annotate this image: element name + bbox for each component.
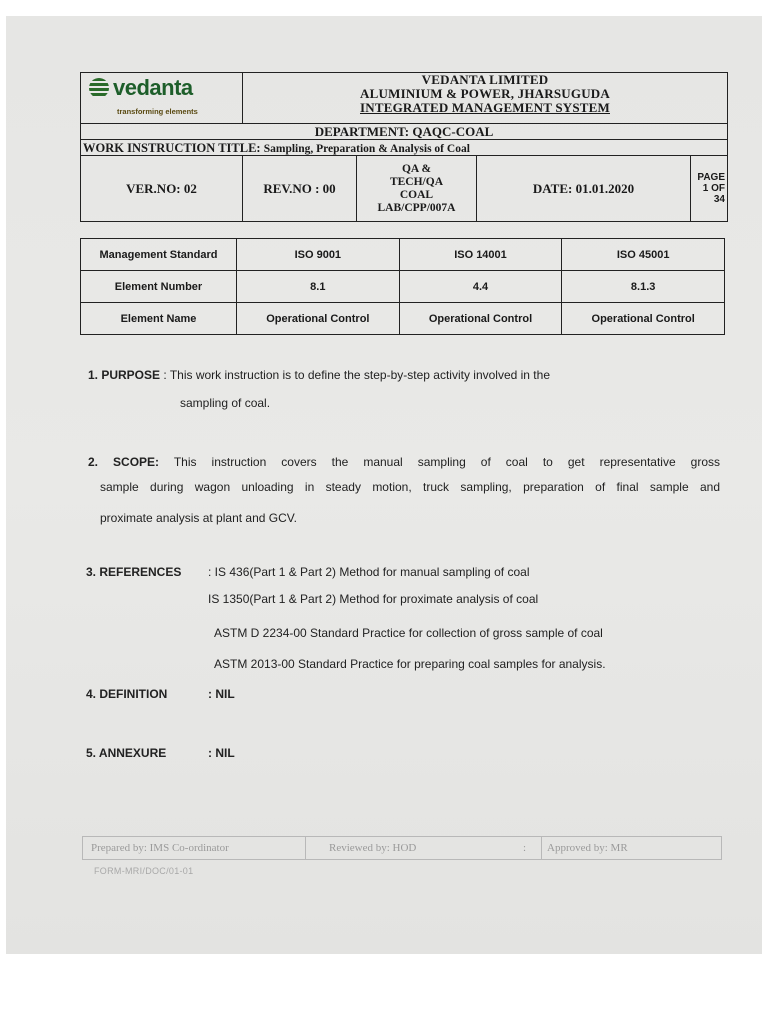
- footer-separator: :: [523, 842, 527, 854]
- department-row: DEPARTMENT: QAQC-COAL: [81, 123, 727, 139]
- annexure-line: [86, 746, 235, 760]
- purpose-text: : This work instruction is to define the step-by-step activity involved in the: [160, 368, 550, 382]
- annexure-value: : NIL: [208, 746, 235, 760]
- table-row: [81, 239, 725, 271]
- system-name: INTEGRATED MANAGEMENT SYSTEM: [360, 100, 610, 115]
- reference-item: IS 1350(Part 1 & Part 2) Method for proximate analysis of coal: [208, 592, 539, 606]
- table-cell: Management Standard: [81, 239, 237, 271]
- revision-number: REV.NO : 00: [243, 155, 357, 221]
- version-number: VER.NO: 02: [81, 155, 243, 221]
- document-date: DATE: 01.01.2020: [477, 155, 691, 221]
- table-cell: ISO 45001: [562, 239, 725, 271]
- company-unit: ALUMINIUM & POWER, JHARSUGUDA: [360, 86, 610, 101]
- vedanta-logo-icon: [89, 78, 109, 98]
- table-cell: 4.4: [399, 271, 562, 303]
- doc-code-line: LAB/CPP/007A: [377, 201, 456, 214]
- table-cell: 8.1: [237, 271, 400, 303]
- annexure-label: 5. ANNEXURE: [86, 746, 167, 760]
- table-row: [81, 271, 725, 303]
- scope-line-1: [88, 455, 720, 469]
- scope-label: 2. SCOPE:: [88, 455, 160, 469]
- table-cell: Operational Control: [237, 303, 400, 335]
- page-number: [691, 155, 727, 221]
- doc-code-line: TECH/QA: [389, 175, 444, 188]
- company-title-cell: [243, 73, 727, 123]
- table-cell: ISO 14001: [399, 239, 562, 271]
- references-label-text: 3. REFERENCES: [86, 565, 182, 579]
- definition-line: [86, 687, 235, 701]
- table-row: [81, 303, 725, 335]
- table-cell: Element Number: [81, 271, 237, 303]
- table-cell: Operational Control: [399, 303, 562, 335]
- table-cell: Operational Control: [562, 303, 725, 335]
- doc-code-line: QA &: [401, 162, 432, 175]
- reviewed-by: Reviewed by: HOD: [329, 842, 417, 854]
- page-value: 1 OF 34: [702, 183, 725, 205]
- purpose-line-1: [88, 368, 550, 382]
- scope-line-3: proximate analysis at plant and GCV.: [100, 511, 297, 525]
- page-label: PAGE: [697, 172, 725, 183]
- work-instruction-title: Sampling, Preparation & Analysis of Coal: [263, 143, 470, 155]
- divider: [541, 837, 542, 859]
- form-code: FORM-MRI/DOC/01-01: [94, 866, 194, 876]
- table-cell: ISO 9001: [237, 239, 400, 271]
- document-header-table: [80, 72, 728, 222]
- table-cell: Element Name: [81, 303, 237, 335]
- logo-cell: [81, 73, 243, 123]
- divider: [305, 837, 306, 859]
- logo-wordmark: vedanta: [113, 75, 193, 100]
- purpose-label: 1. PURPOSE: [88, 368, 161, 382]
- references-label: [86, 565, 181, 579]
- logo-tagline: transforming elements: [117, 107, 198, 116]
- table-cell: 8.1.3: [562, 271, 725, 303]
- scope-text: This instruction covers the manual sampling of coal to get representative gross: [159, 455, 720, 469]
- prepared-by: Prepared by: IMS Co-ordinator: [91, 842, 229, 854]
- company-name: VEDANTA LIMITED: [421, 72, 549, 87]
- doc-code-line: COAL: [399, 188, 434, 201]
- definition-value: : NIL: [208, 687, 235, 701]
- definition-label: 4. DEFINITION: [86, 687, 168, 701]
- scope-line-2: sample during wagon unloading in steady motion, truck sampling, preparation of final sample and: [100, 480, 720, 494]
- standards-table: [80, 238, 725, 335]
- reference-item: ASTM D 2234-00 Standard Practice for collection of gross sample of coal: [214, 626, 603, 640]
- work-instruction-row: [81, 139, 727, 155]
- reference-item: : IS 436(Part 1 & Part 2) Method for manual sampling of coal: [208, 565, 530, 579]
- approved-by: Approved by: MR: [547, 842, 628, 854]
- document-code: [357, 155, 477, 221]
- purpose-line-2: sampling of coal.: [180, 396, 271, 410]
- reference-item: ASTM 2013-00 Standard Practice for preparing coal samples for analysis.: [214, 657, 606, 671]
- work-instruction-label: WORK INSTRUCTION TITLE:: [83, 141, 264, 155]
- approval-footer: [82, 836, 722, 860]
